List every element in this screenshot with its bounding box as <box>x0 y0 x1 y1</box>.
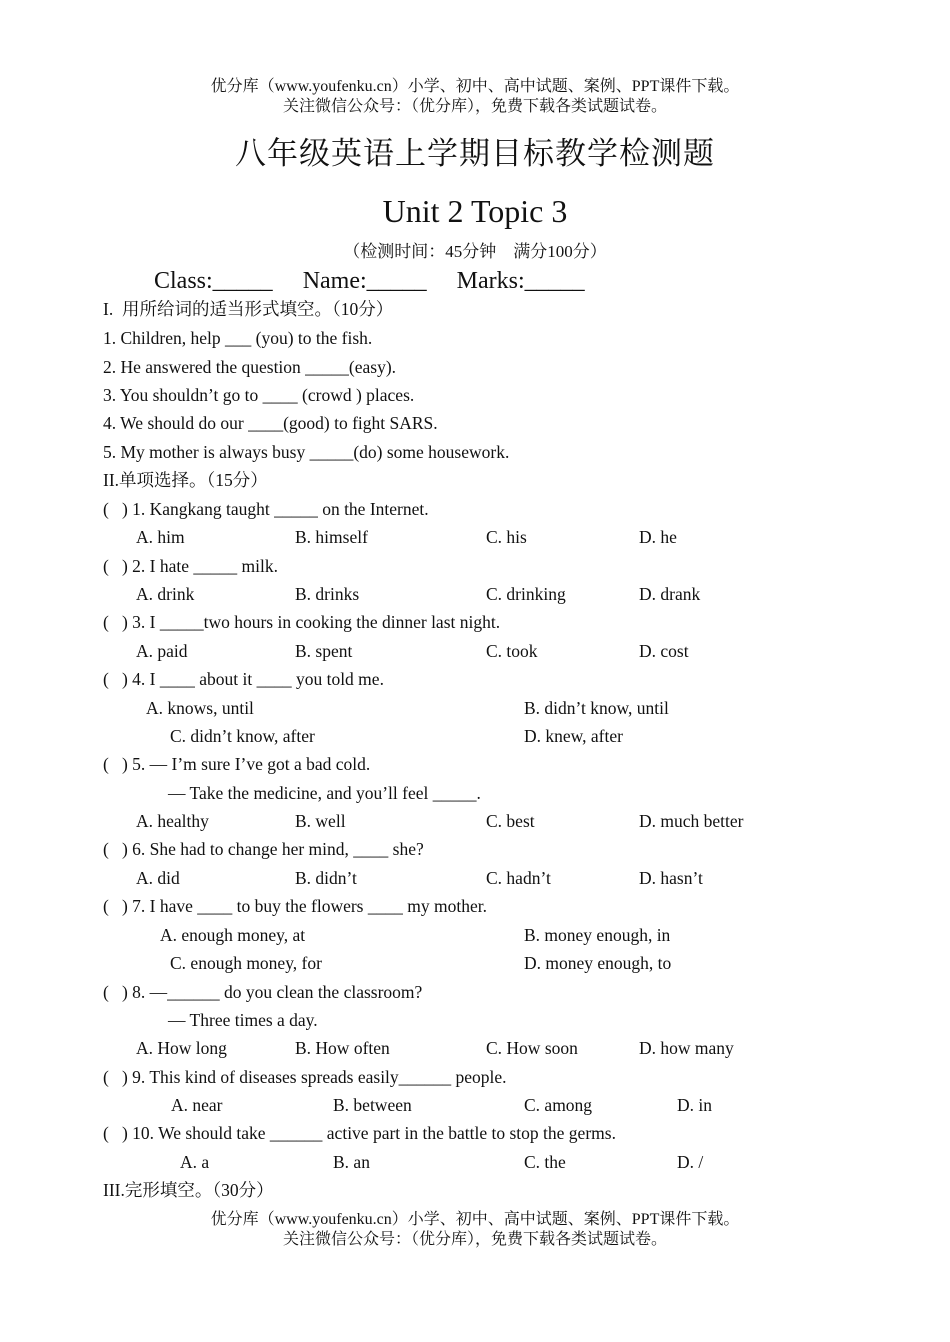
question-8-response: — Three times a day. <box>168 1010 318 1030</box>
question-6-option-b: B. didn’t <box>295 868 357 888</box>
question-9-option-b: B. between <box>333 1095 412 1115</box>
question-1-option-b: B. himself <box>295 527 368 547</box>
header-line-1: 优分库（www.youfenku.cn）小学、初中、高中试题、案例、PPT课件下载。 <box>210 78 740 95</box>
question-8-option-a: A. How long <box>136 1038 227 1058</box>
question-7-stem: ( ) 7. I have ____ to buy the flowers ____ my mother. <box>103 896 487 916</box>
section2-heading: II.单项选择。（15分） <box>103 470 268 490</box>
question-5-option-d: D. much better <box>639 811 744 831</box>
question-10-stem: ( ) 10. We should take ______ active part in the battle to stop the germs. <box>103 1123 616 1143</box>
question-9-stem: ( ) 9. This kind of diseases spreads easily______ people. <box>103 1067 507 1087</box>
question-3-stem: ( ) 3. I _____two hours in cooking the dinner last night. <box>103 612 501 632</box>
question-6-stem: ( ) 6. She had to change her mind, ____ she? <box>103 839 424 859</box>
footer-line-1: 优分库（www.youfenku.cn）小学、初中、高中试题、案例、PPT课件下载。 <box>210 1211 740 1228</box>
question-7-option-a: A. enough money, at <box>160 925 306 945</box>
question-2-option-b: B. drinks <box>295 584 360 604</box>
question-5-stem: ( ) 5. — I’m sure I’ve got a bad cold. <box>103 754 371 774</box>
question-3-option-a: A. paid <box>136 641 188 661</box>
question-1-option-a: A. him <box>136 527 185 547</box>
question-5-option-a: A. healthy <box>136 811 209 831</box>
footer-line-2: 关注微信公众号：（优分库），免费下载各类试题试卷。 <box>282 1231 667 1248</box>
question-8-option-c: C. How soon <box>486 1038 578 1058</box>
question-4-option-c: C. didn’t know, after <box>170 726 315 746</box>
unit-title: Unit 2 Topic 3 <box>382 193 568 229</box>
question-7-option-d: D. money enough, to <box>524 953 672 973</box>
question-3-option-c: C. took <box>486 641 538 661</box>
question-5-option-b: B. well <box>295 811 346 831</box>
section3-heading: III.完形填空。（30分） <box>103 1180 274 1200</box>
question-4-option-a: A. knows, until <box>146 698 254 718</box>
question-9-option-a: A. near <box>171 1095 223 1115</box>
question-2-stem: ( ) 2. I hate _____ milk. <box>103 556 278 576</box>
question-2-option-d: D. drank <box>639 584 701 604</box>
section1-heading: I. 用所给词的适当形式填空。（10分） <box>103 299 394 319</box>
question-10-option-a: A. a <box>180 1152 210 1172</box>
section1-item: 4. We should do our ____(good) to fight SARS. <box>103 413 438 433</box>
question-1-option-d: D. he <box>639 527 677 547</box>
question-2-option-a: A. drink <box>136 584 195 604</box>
question-10-option-d: D. / <box>677 1152 704 1172</box>
section1-item: 1. Children, help ___ (you) to the fish. <box>103 328 373 348</box>
question-5-response: — Take the medicine, and you’ll feel _____. <box>168 783 481 803</box>
question-7-option-b: B. money enough, in <box>524 925 671 945</box>
question-5-option-c: C. best <box>486 811 535 831</box>
question-3-option-b: B. spent <box>295 641 353 661</box>
question-6-option-a: A. did <box>136 868 180 888</box>
question-4-option-d: D. knew, after <box>524 726 623 746</box>
name-field: Name:_____ <box>302 268 427 294</box>
question-2-option-c: C. drinking <box>486 584 566 604</box>
student-info-row <box>154 266 615 296</box>
question-6-option-d: D. hasn’t <box>639 868 703 888</box>
question-1-option-c: C. his <box>486 527 527 547</box>
section1-item: 2. He answered the question _____(easy). <box>103 357 397 377</box>
section1-item: 5. My mother is always busy _____(do) some housework. <box>103 442 510 462</box>
question-10-option-c: C. the <box>524 1152 566 1172</box>
question-1-stem: ( ) 1. Kangkang taught _____ on the Internet. <box>103 499 429 519</box>
section1-item: 3. You shouldn’t go to ____ (crowd ) places. <box>103 385 415 405</box>
question-3-option-d: D. cost <box>639 641 689 661</box>
marks-field: Marks:_____ <box>456 268 585 294</box>
exam-subtitle: （检测时间：45分钟 满分100分） <box>343 242 607 261</box>
question-8-option-d: D. how many <box>639 1038 734 1058</box>
question-7-option-c: C. enough money, for <box>170 953 322 973</box>
question-4-stem: ( ) 4. I ____ about it ____ you told me. <box>103 669 384 689</box>
question-9-option-c: C. among <box>524 1095 593 1115</box>
question-10-option-b: B. an <box>333 1152 370 1172</box>
question-4-option-b: B. didn’t know, until <box>524 698 669 718</box>
question-6-option-c: C. hadn’t <box>486 868 551 888</box>
question-8-stem: ( ) 8. —______ do you clean the classroom? <box>103 982 423 1002</box>
class-field: Class:_____ <box>154 268 273 294</box>
page-title: 八年级英语上学期目标教学检测题 <box>235 136 715 171</box>
question-8-option-b: B. How often <box>295 1038 390 1058</box>
question-9-option-d: D. in <box>677 1095 712 1115</box>
header-line-2: 关注微信公众号：（优分库），免费下载各类试题试卷。 <box>282 98 667 115</box>
